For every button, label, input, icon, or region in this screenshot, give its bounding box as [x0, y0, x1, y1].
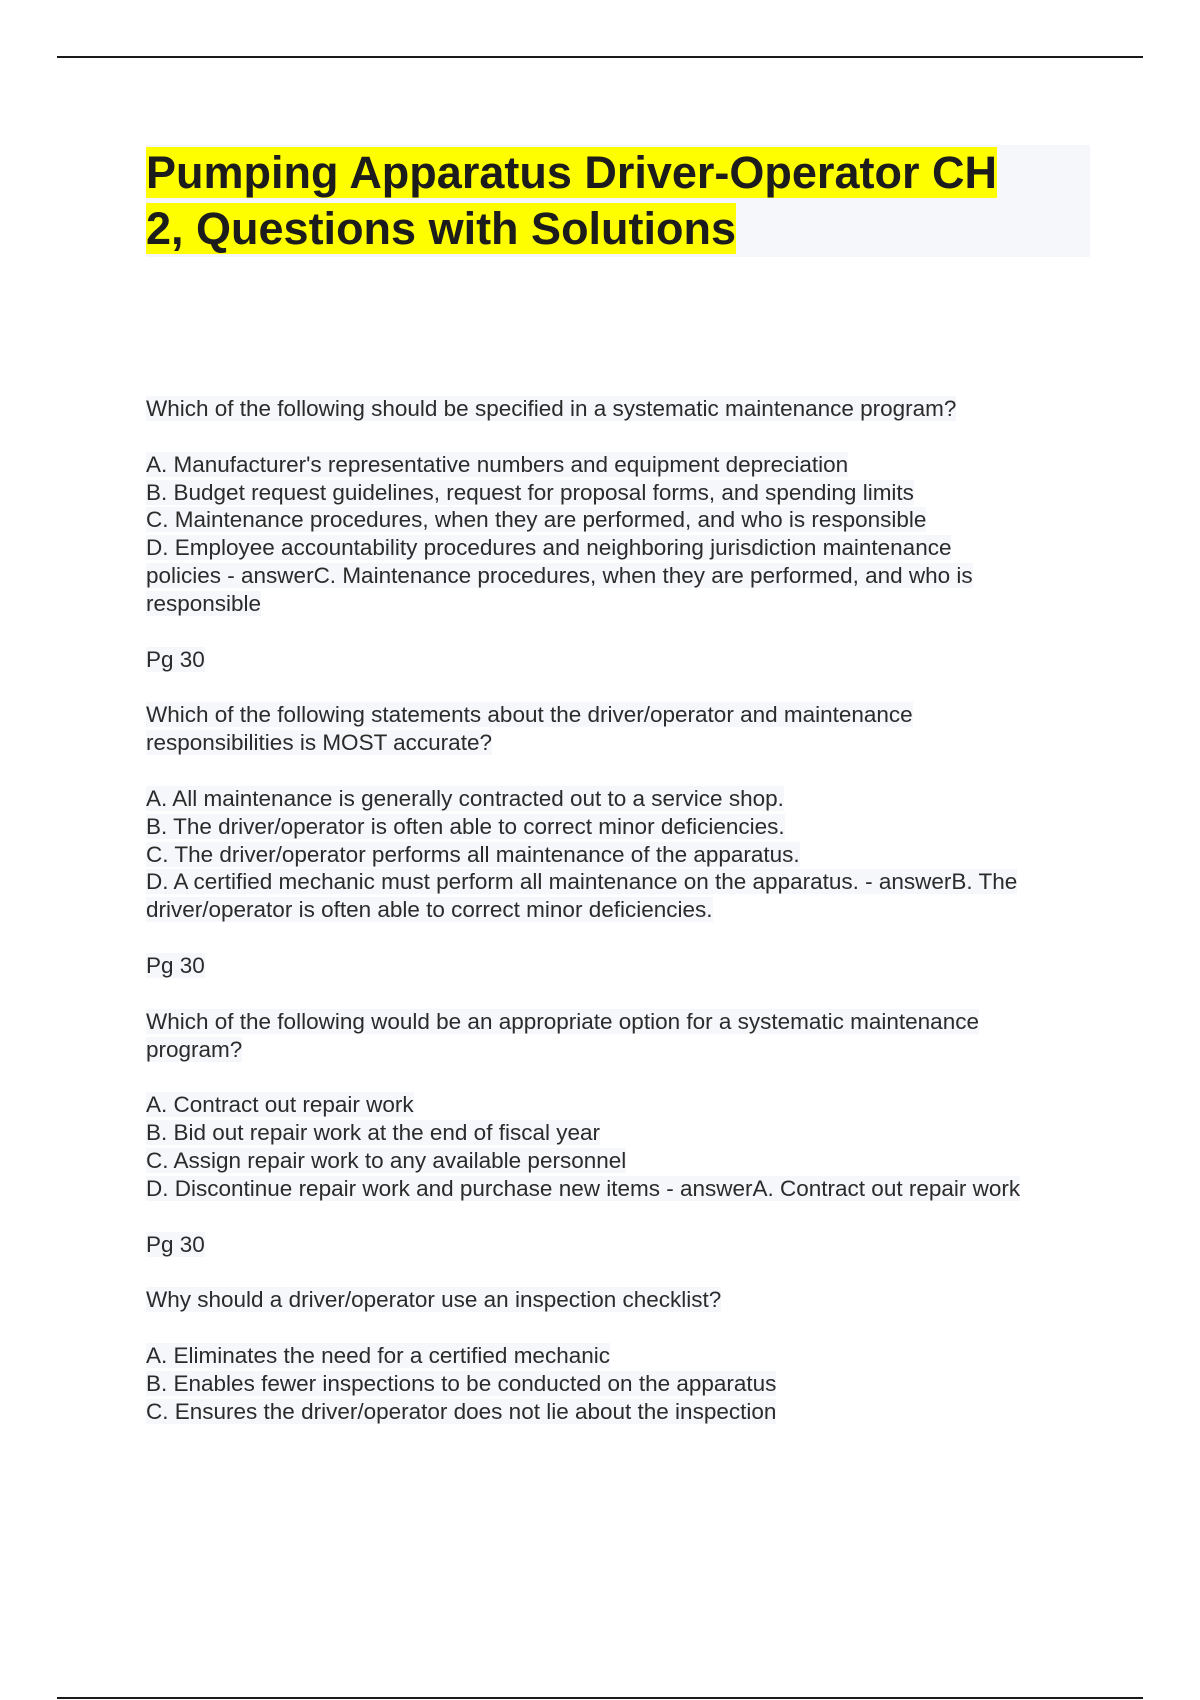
- question-text: Which of the following should be specified in a systematic maintenance program?: [146, 396, 957, 421]
- title-line-2: 2, Questions with Solutions: [146, 203, 737, 254]
- page-reference: Pg 30: [146, 952, 205, 978]
- answer-option: C. Maintenance procedures, when they are performed, and who is responsible: [146, 507, 927, 533]
- answer-option: C. The driver/operator performs all maintenance of the apparatus.: [146, 841, 800, 867]
- answer-option: responsible: [146, 590, 262, 616]
- answer-option: B. Bid out repair work at the end of fiscal year: [146, 1120, 600, 1146]
- answer-option: A. Eliminates the need for a certified mechanic: [146, 1343, 610, 1369]
- question-text: program?: [146, 1036, 243, 1062]
- page-reference: Pg 30: [146, 1231, 205, 1257]
- question-text: Which of the following statements about the driver/operator and maintenance: [146, 702, 913, 728]
- answer-option: B. Enables fewer inspections to be conducted on the apparatus: [146, 1370, 777, 1396]
- document-title: [146, 145, 1090, 257]
- answer-option: driver/operator is often able to correct minor deficiencies.: [146, 897, 713, 923]
- question-block-3: [146, 1008, 1106, 1287]
- question-block-1: [146, 395, 1106, 701]
- title-line-1: Pumping Apparatus Driver-Operator CH: [146, 147, 997, 198]
- question-text: Which of the following would be an appropriate option for a systematic maintenance: [146, 1008, 979, 1034]
- question-text: responsibilities is MOST accurate?: [146, 730, 492, 756]
- question-block-2: [146, 701, 1106, 1007]
- page-reference: Pg 30: [146, 646, 205, 672]
- footer-rule: [57, 1697, 1143, 1699]
- answer-option: D. Employee accountability procedures and neighboring jurisdiction maintenance: [146, 535, 952, 561]
- header-rule: [57, 56, 1143, 58]
- answer-option: A. Contract out repair work: [146, 1092, 414, 1118]
- answer-option: D. Discontinue repair work and purchase new items - answerA. Contract out repair work: [146, 1175, 1021, 1201]
- answer-option: policies - answerC. Maintenance procedures, when they are performed, and who is: [146, 562, 973, 588]
- answer-option: A. Manufacturer's representative numbers and equipment depreciation: [146, 451, 849, 477]
- document-title-block: [146, 145, 1090, 257]
- answer-option: D. A certified mechanic must perform all maintenance on the apparatus. - answerB. The: [146, 869, 1018, 895]
- question-block-4: [146, 1286, 1106, 1425]
- answer-option: B. The driver/operator is often able to correct minor deficiencies.: [146, 813, 785, 839]
- answer-option: B. Budget request guidelines, request for proposal forms, and spending limits: [146, 479, 914, 505]
- question-list: [146, 395, 1106, 1426]
- question-text: Why should a driver/operator use an inspection checklist?: [146, 1287, 722, 1313]
- answer-option: A. All maintenance is generally contracted out to a service shop.: [146, 785, 784, 811]
- answer-option: C. Assign repair work to any available personnel: [146, 1147, 627, 1173]
- answer-option: C. Ensures the driver/operator does not lie about the inspection: [146, 1398, 777, 1424]
